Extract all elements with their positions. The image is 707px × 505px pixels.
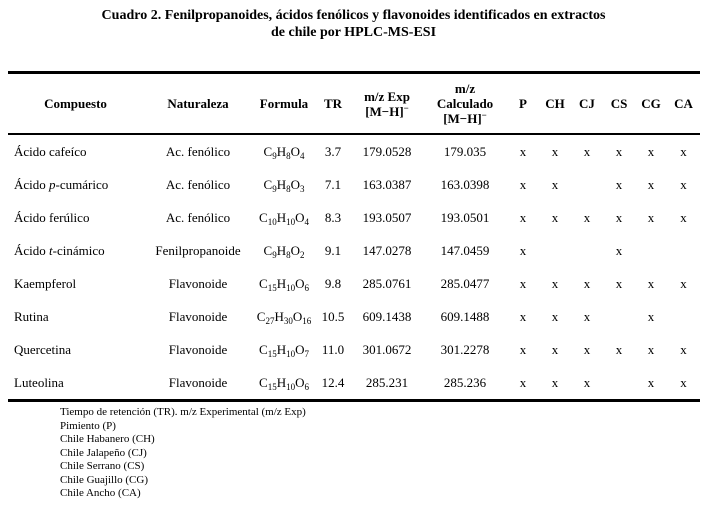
cell-mark-ca: x [680,209,687,225]
cell-formula: $C_9H_8O_2$ [263,242,305,260]
cell-mark-ch: x [551,176,559,192]
cell-compound-name: Ácido t-cinámico [14,242,105,258]
cell-mark-cs: x [615,209,623,225]
cell-mark-cg: x [647,308,655,324]
cell-compound-name: Quercetina [14,341,72,357]
cell-formula: $C_{27}H_{30}O_{16}$ [256,308,312,326]
cell-mark-cg: x [647,341,655,357]
cell-mark-p: x [519,143,527,159]
cell-mark-p: x [519,209,527,225]
column-header-tr: TR [323,96,343,111]
cell-mz-exp: 179.0528 [362,143,412,159]
cell-compound-name: Luteolina [14,374,64,390]
column-header-mz-calc: m/z Calculado [M−H]− [436,81,494,126]
caption-line-2: de chile por HPLC-MS-ESI [270,24,437,40]
cell-nature: Ac. fenólico [165,209,231,225]
cell-mz-calc: 301.2278 [440,341,490,357]
cell-formula: $C_{15}H_{10}O_6$ [259,275,309,293]
cell-mz-calc: 147.0459 [440,242,490,258]
column-header-naturaleza: Naturaleza [167,96,229,111]
cell-mz-exp: 163.0387 [362,176,412,192]
cell-mark-cj [571,234,603,267]
cell-nature: Flavonoide [168,374,228,390]
cell-mark-ch [539,234,571,267]
cell-nature: Flavonoide [168,275,228,291]
cell-mark-ch: x [551,275,559,291]
cell-mark-cj: x [583,275,591,291]
footnote-line: Chile Habanero (CH) [60,433,155,445]
footnote-line: Chile Ancho (CA) [60,487,141,499]
table-header [8,73,700,135]
cell-mz-exp: 285.231 [365,374,409,390]
cell-retention-time: 10.5 [321,308,345,324]
cell-mz-exp: 193.0507 [362,209,412,225]
cell-mark-ch: x [551,209,559,225]
cell-mark-cg [635,234,667,267]
table-body [8,134,700,401]
cell-mark-p: x [519,242,527,258]
cell-retention-time: 12.4 [321,374,345,390]
column-header-cg: CG [641,96,661,111]
cell-mz-exp: 147.0278 [362,242,412,258]
cell-compound-name: Ácido ferúlico [14,209,90,225]
cell-mark-cj: x [583,308,591,324]
cell-mark-p: x [519,341,527,357]
cell-retention-time: 9.1 [324,242,342,258]
cell-retention-time: 3.7 [324,143,342,159]
column-header-p: P [519,96,527,111]
cell-mark-cs: x [615,242,623,258]
footnote-line: Pimiento (P) [60,419,116,432]
cell-nature: Ac. fenólico [165,143,231,159]
table-row [8,267,700,300]
cell-formula: $C_{15}H_{10}O_6$ [259,374,309,392]
cell-mark-ca [667,234,700,267]
table-row [8,333,700,366]
cell-mark-p: x [519,275,527,291]
cell-retention-time: 7.1 [324,176,342,192]
cell-compound-name: Rutina [14,308,49,324]
cell-mz-calc: 285.0477 [440,275,490,291]
table-row [8,168,700,201]
cell-mark-cs: x [615,176,623,192]
cell-mz-calc: 179.035 [443,143,487,159]
cell-nature: Fenilpropanoide [155,242,241,258]
table-row [8,366,700,401]
cell-compound-name: Ácido p-cumárico [14,176,109,192]
cell-formula: $C_9H_8O_4$ [263,143,305,161]
cell-mark-ca: x [680,341,687,357]
cell-mark-cs [603,366,635,401]
cell-mark-cg: x [647,209,655,225]
cell-nature: Flavonoide [168,308,228,324]
table-row [8,134,700,168]
column-header-cs: CS [610,96,628,111]
cell-mark-cj: x [583,143,591,159]
cell-formula: $C_{15}H_{10}O_7$ [259,341,309,359]
cell-compound-name: Kaempferol [14,275,77,291]
cell-formula: $C_{10}H_{10}O_4$ [259,209,309,227]
column-header-cj: CJ [579,96,595,111]
cell-mark-cg: x [647,275,655,291]
cell-mark-cg: x [647,143,655,159]
cell-mz-calc: 609.1488 [440,308,490,324]
cell-mark-ca: x [680,275,687,291]
cell-retention-time: 8.3 [324,209,342,225]
cell-mark-ch: x [551,143,559,159]
column-header-mz-exp: m/z Exp [M−H]− [364,88,410,119]
cell-mark-cs [603,300,635,333]
cell-mark-cj [571,168,603,201]
footnote-line: Chile Guajillo (CG) [60,473,148,486]
cell-mark-cs: x [615,143,623,159]
cell-retention-time: 11.0 [321,341,345,357]
column-header-ca: CA [674,96,693,111]
footnotes [60,406,707,501]
cell-formula: $C_9H_8O_3$ [263,176,305,194]
cell-mark-cj: x [583,374,591,390]
footnote-line: Tiempo de retención (TR). m/z Experimental (m/z Exp) [60,406,306,418]
cell-mark-cj: x [583,341,591,357]
cell-mz-calc: 193.0501 [440,209,490,225]
cell-mark-p: x [519,176,527,192]
cell-nature: Ac. fenólico [165,176,231,192]
cell-mark-p: x [519,308,527,324]
cell-mark-ch: x [551,374,559,390]
table-row [8,201,700,234]
table-row [8,234,700,267]
column-header-ch: CH [545,96,565,111]
cell-mz-exp: 285.0761 [362,275,412,291]
caption-line-1: Cuadro 2. Fenilpropanoides, ácidos fenólicos y flavonoides identificados en extractos [101,8,606,23]
cell-mark-ca [667,300,700,333]
cell-mark-ch: x [551,341,559,357]
cell-nature: Flavonoide [168,341,228,357]
cell-mz-calc: 285.236 [443,374,487,390]
cell-mark-cg: x [647,374,655,390]
cell-mark-ca: x [680,374,687,390]
compounds-table [8,71,700,402]
cell-retention-time: 9.8 [324,275,342,291]
cell-mark-cs: x [615,275,623,291]
cell-mz-exp: 609.1438 [362,308,412,324]
table-row [8,300,700,333]
cell-compound-name: Ácido cafeíco [14,143,87,159]
table-caption [0,8,707,41]
cell-mz-calc: 163.0398 [440,176,490,192]
header-row [8,73,700,135]
cell-mz-exp: 301.0672 [362,341,412,357]
cell-mark-ca: x [680,143,687,159]
cell-mark-p: x [519,374,527,390]
footnote-line: Chile Serrano (CS) [60,460,145,472]
cell-mark-ca: x [680,176,687,192]
column-header-formula: Formula [259,96,309,111]
cell-mark-cg: x [647,176,655,192]
footnote-line: Chile Jalapeño (CJ) [60,446,147,459]
column-header-compuesto: Compuesto [44,96,107,111]
cell-mark-ch: x [551,308,559,324]
cell-mark-cj: x [583,209,591,225]
cell-mark-cs: x [615,341,623,357]
